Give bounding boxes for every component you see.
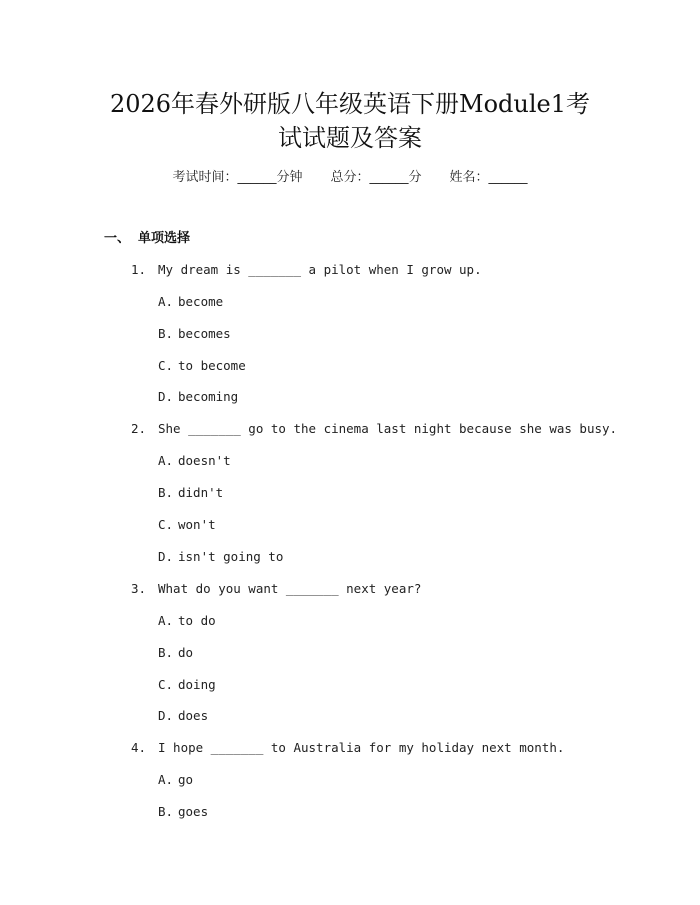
option-1d <box>158 387 238 407</box>
option-letter: B. <box>158 485 174 500</box>
option-text: do <box>178 645 194 660</box>
question-number: 1. <box>131 262 147 277</box>
question-3 <box>131 579 421 599</box>
time-label: 考试时间： <box>172 170 238 185</box>
option-text: becomes <box>178 326 231 341</box>
option-letter: D. <box>158 549 174 564</box>
time-unit: 分钟 <box>276 170 303 185</box>
question-number: 2. <box>131 421 147 436</box>
option-4b <box>158 802 208 822</box>
option-text: does <box>178 708 209 723</box>
option-2c <box>158 515 216 535</box>
question-number: 4. <box>131 740 147 755</box>
option-3a <box>158 611 216 631</box>
option-3b <box>158 643 193 663</box>
question-text: What do you want _______ next year? <box>158 581 422 596</box>
option-letter: A. <box>158 294 174 309</box>
option-2a <box>158 451 231 471</box>
question-text: She _______ go to the cinema last night because she was busy. <box>158 421 618 436</box>
option-3d <box>158 706 208 726</box>
exam-meta <box>0 168 700 188</box>
option-letter: B. <box>158 804 174 819</box>
option-text: doesn't <box>178 453 231 468</box>
option-letter: A. <box>158 613 174 628</box>
question-2 <box>131 419 617 439</box>
option-letter: B. <box>158 326 174 341</box>
option-4a <box>158 770 193 790</box>
name-label: 姓名： <box>449 170 489 185</box>
option-letter: D. <box>158 708 174 723</box>
page-title-line-2: 试试题及答案 <box>278 124 422 152</box>
option-letter: B. <box>158 645 174 660</box>
option-text: become <box>178 294 224 309</box>
option-1c <box>158 356 246 376</box>
option-1a <box>158 292 223 312</box>
option-letter: C. <box>158 677 174 692</box>
option-text: won't <box>178 517 216 532</box>
score-unit: 分 <box>408 170 422 185</box>
section-title: 单项选择 <box>138 231 191 246</box>
page-title-line-1: 2026年春外研版八年级英语下册Module1考 <box>109 90 591 118</box>
question-text: I hope _______ to Australia for my holiday next month. <box>158 740 565 755</box>
score-label: 总分： <box>330 170 370 185</box>
score-blank: ______ <box>369 170 409 185</box>
option-text: go <box>178 772 194 787</box>
option-letter: C. <box>158 517 174 532</box>
option-text: goes <box>178 804 209 819</box>
option-letter: C. <box>158 358 174 373</box>
time-blank: ______ <box>237 170 277 185</box>
option-text: doing <box>178 677 216 692</box>
question-4 <box>131 738 564 758</box>
question-text: My dream is _______ a pilot when I grow up. <box>158 262 482 277</box>
option-letter: A. <box>158 453 174 468</box>
option-text: to do <box>178 613 216 628</box>
option-text: becoming <box>178 389 239 404</box>
option-text: to become <box>178 358 246 373</box>
option-3c <box>158 675 216 695</box>
name-blank: ______ <box>488 170 528 185</box>
option-letter: D. <box>158 389 174 404</box>
option-letter: A. <box>158 772 174 787</box>
option-text: didn't <box>178 485 224 500</box>
section-number: 一、 <box>104 231 131 246</box>
option-1b <box>158 324 231 344</box>
section-heading <box>104 229 190 249</box>
option-2d <box>158 547 283 567</box>
option-text: isn't going to <box>178 549 284 564</box>
question-1 <box>131 260 482 280</box>
question-number: 3. <box>131 581 147 596</box>
option-2b <box>158 483 223 503</box>
